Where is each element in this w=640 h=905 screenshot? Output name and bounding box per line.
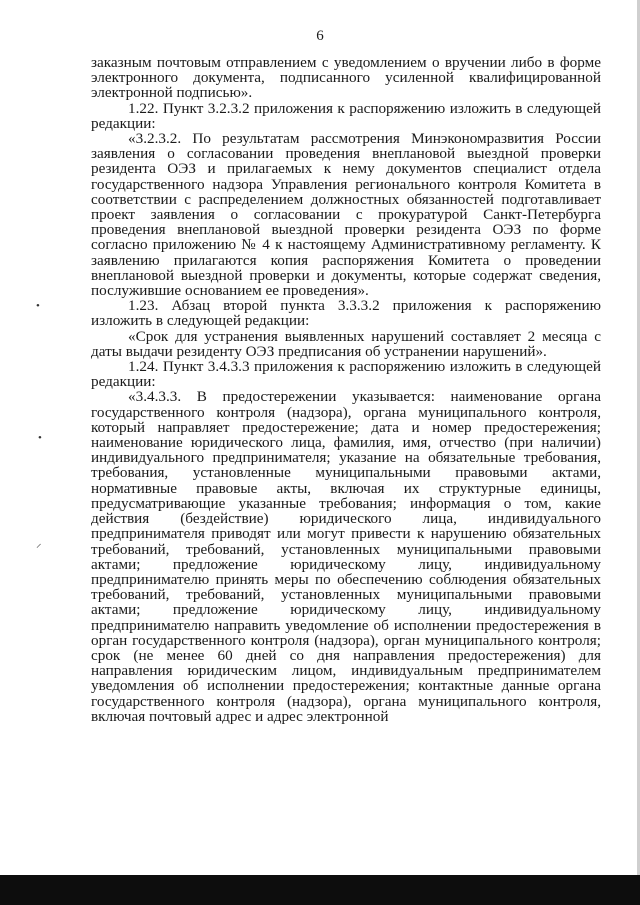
scan-tick-mark: ⸝	[36, 538, 42, 550]
paragraph: 1.22. Пункт 3.2.3.2 приложения к распоряжению изложить в следующей редакции:	[91, 99, 601, 132]
scan-dot-mark: •	[38, 432, 42, 444]
paragraph: 1.23. Абзац второй пункта 3.3.3.2 приложения к распоряжению изложить в следующей редакции:	[91, 297, 601, 330]
page-number: 6	[316, 28, 324, 44]
document-body	[91, 55, 601, 724]
paragraph: 1.24. Пункт 3.4.3.3 приложения к распоряжению изложить в следующей редакции:	[91, 358, 601, 391]
paragraph: «Срок для устранения выявленных нарушений составляет 2 месяца с даты выдачи резиденту ОЭЗ предписания об устранении нарушений».	[91, 327, 601, 360]
paragraph: «3.4.3.3. В предостережении указывается: наименование органа государственного контроля (надзора), органа муниципального контроля, который направляет предостережение; дата и номер предостережения; наименование юридического лица, фамилия, имя, отчество (при наличии) индивидуального предпринимателя; указание на обязательные требования, требования, установленные муниципальными правовыми актами, нормативные правовые акты, включая их структурные единицы, предусматривающие указанные требования; информация о том, какие действия (бездействие) юридического лица, индивидуального предпринимателя приводят или могут привести к нарушению обязательных требований, требований, установленных муниципальными правовыми актами; предложение юридическому лицу, индивидуальному предпринимателю принять меры по обеспечению соблюдения обязательных требований, требований, установленных муниципальными правовыми актами; предложение юридическому лицу, индивидуальному предпринимателю направить уведомление об исполнении предостережения в орган государственного контроля (надзора), орган муниципального контроля; срок (не менее 60 дней со дня направления предостережения) для направления юридическим лицом, индивидуальным предпринимателем уведомления об исполнении предостережения; контактные данные органа государственного контроля (надзора), органа муниципального контроля, включая почтовый адрес и адрес электронной	[91, 388, 601, 725]
scan-bottom-border	[0, 875, 640, 905]
scan-dot-mark: •	[36, 300, 40, 312]
paragraph: «3.2.3.2. По результатам рассмотрения Минэкономразвития России заявления о согласовании проведения внеплановой выездной проверки резидента ОЭЗ и прилагаемых к нему документов специалист отдела государственного надзора Управления регионального контроля Комитета в соответствии с распределением должностных обязанностей подготавливает проект заявления о согласовании с прокуратурой Санкт-Петербурга проведения внеплановой выездной проверки резидента ОЭЗ по форме согласно приложению № 4 к настоящему Административному регламенту. К заявлению прилагаются копия распоряжения Комитета о проведении внеплановой выездной проверки и документы, которые содержат сведения, послужившие основанием ее проведения».	[91, 130, 601, 300]
paragraph: заказным почтовым отправлением с уведомлением о вручении либо в форме электронного документа, подписанного усиленной квалифицированной электронной подписью».	[91, 54, 601, 102]
